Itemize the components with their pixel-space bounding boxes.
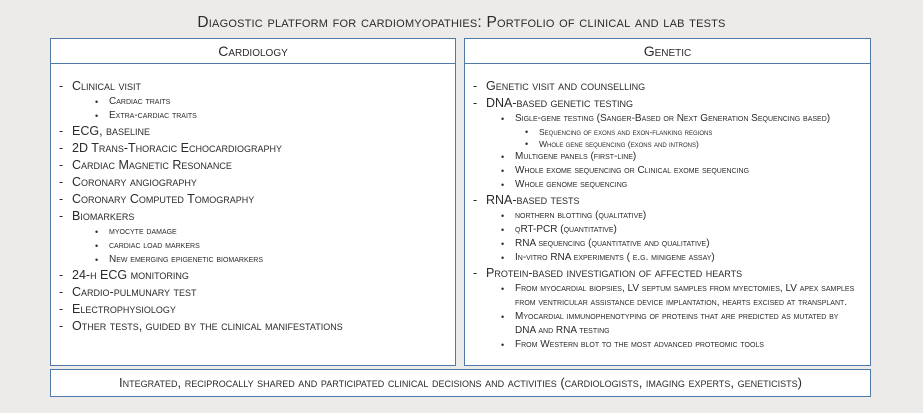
item-text: Whole genome sequencing (515, 179, 628, 190)
dash-marker: - (59, 302, 64, 316)
item-text: myocyte damage (109, 226, 177, 237)
sub-list-item (473, 209, 860, 223)
item-text: Myocardial immunophenotyping of proteins that are predicted as mutated by DNA and RNA testing (515, 311, 839, 336)
bullet-icon: • (95, 111, 99, 121)
item-text: DNA-based genetic testing (486, 96, 634, 110)
sub-list-item (59, 239, 445, 253)
item-text: RNA-based tests (486, 193, 580, 207)
cardiology-panel (50, 38, 456, 366)
bullet-icon: • (501, 253, 505, 263)
dash-marker: - (473, 96, 478, 110)
sub-list-item (59, 109, 445, 123)
item-text: Cardiac traits (109, 96, 171, 107)
sub-list-item (473, 112, 860, 126)
bullet-icon: • (501, 225, 505, 235)
item-text: Whole exome sequencing or Clinical exome sequencing (515, 165, 750, 176)
sub-list-item (59, 95, 445, 109)
item-text: cardiac load markers (109, 240, 200, 251)
item-text: 2D Trans-Thoracic Echocardiography (72, 141, 282, 155)
list-item (59, 191, 445, 208)
list-item (59, 267, 445, 284)
list-item (59, 123, 445, 140)
bullet-icon: • (95, 97, 99, 107)
bullet-icon: • (501, 166, 505, 176)
dash-marker: - (59, 158, 64, 172)
list-item (59, 301, 445, 318)
item-text: Other tests, guided by the clinical manifestations (72, 319, 343, 333)
list-item (59, 318, 445, 335)
bullet-icon: • (95, 227, 99, 237)
bullet-icon: • (501, 114, 505, 124)
bullet-icon: • (525, 139, 529, 149)
list-item (59, 284, 445, 301)
item-text: Electrophysiology (72, 302, 176, 316)
bullet-icon: • (525, 127, 529, 137)
item-text: Cardiac Magnetic Resonance (72, 158, 232, 172)
item-text: Coronary Computed Tomography (72, 192, 255, 206)
bullet-icon: • (501, 239, 505, 249)
dash-marker: - (473, 79, 478, 93)
bullet-icon: • (501, 340, 505, 350)
sub-list-item (473, 251, 860, 265)
list-item (473, 192, 860, 209)
dash-marker: - (59, 175, 64, 189)
dash-marker: - (59, 268, 64, 282)
item-text: New emerging epigenetic biomarkers (109, 254, 264, 265)
list-item (59, 157, 445, 174)
item-text: ECG, baseline (72, 124, 151, 138)
bullet-icon: • (501, 284, 505, 294)
sub-list-item (59, 225, 445, 239)
dash-marker: - (59, 124, 64, 138)
dash-marker: - (473, 266, 478, 280)
item-text: Biomarkers (72, 209, 135, 223)
item-text: Multigene panels (first-line) (515, 151, 637, 162)
bullet-icon: • (501, 312, 505, 322)
item-text: Whole gene sequencing (exons and introns) (539, 139, 699, 149)
sub-list-item (473, 223, 860, 237)
sub-list-item (473, 237, 860, 251)
item-text: Coronary angiography (72, 175, 197, 189)
item-text: From myocardial biopsies, LV septum samples from myectomies, LV apex samples from ventricular assistance device implantation, hearts excised at transplant. (515, 283, 855, 308)
genetic-list (465, 64, 870, 352)
item-text: Sequencing of exons and exon-flanking regions (539, 127, 713, 137)
dash-marker: - (59, 141, 64, 155)
bullet-icon: • (501, 211, 505, 221)
sub-list-item (473, 150, 860, 164)
sub-list-item (473, 138, 860, 150)
list-item (473, 78, 860, 95)
dash-marker: - (59, 209, 64, 223)
item-text: In-vitro RNA experiments ( e.g. minigene assay) (515, 252, 715, 263)
cardiology-list (51, 64, 455, 335)
sub-list-item (473, 338, 860, 352)
item-text: qRT-PCR (quantitative) (515, 224, 617, 235)
sub-list-item (473, 164, 860, 178)
list-item (59, 140, 445, 157)
item-text: Cardio-pulmunary test (72, 285, 197, 299)
item-text: Sigle-gene testing (Sanger-Based or Next Generation Sequencing based) (515, 113, 831, 124)
dash-marker: - (59, 319, 64, 333)
sub-list-item (59, 253, 445, 267)
sub-list-item (473, 282, 860, 310)
item-text: RNA sequencing (quantitative and qualitative) (515, 238, 710, 249)
item-text: From Western blot to the most advanced proteomic tools (515, 339, 764, 350)
bullet-icon: • (501, 180, 505, 190)
list-item (59, 174, 445, 191)
list-item (473, 265, 860, 282)
cardiology-header: Cardiology (51, 39, 455, 64)
list-item (473, 95, 860, 112)
item-text: Protein-based investigation of affected hearts (486, 266, 743, 280)
item-text: Clinical visit (72, 79, 142, 93)
diagram-title: Diagostic platform for cardiomyopathies: Portfolio of clinical and lab tests (197, 14, 726, 31)
dash-marker: - (59, 192, 64, 206)
item-text: Genetic visit and counselling (486, 79, 646, 93)
list-item (59, 208, 445, 225)
list-item (59, 78, 445, 95)
bullet-icon: • (501, 152, 505, 162)
sub-list-item (473, 126, 860, 138)
genetic-header: Genetic (465, 39, 870, 64)
dash-marker: - (59, 285, 64, 299)
item-text: Extra-cardiac traits (109, 110, 197, 121)
dash-marker: - (59, 79, 64, 93)
genetic-panel (464, 38, 871, 366)
item-text: 24-h ECG monitoring (72, 268, 189, 282)
integrated-decisions-box: Integrated, reciprocally shared and participated clinical decisions and activities (cardiologists, imaging experts, geneticists) (50, 369, 871, 397)
bullet-icon: • (95, 255, 99, 265)
bullet-icon: • (95, 241, 99, 251)
dash-marker: - (473, 193, 478, 207)
item-text: northern blotting (qualitative) (515, 210, 647, 221)
sub-list-item (473, 310, 860, 338)
sub-list-item (473, 178, 860, 192)
